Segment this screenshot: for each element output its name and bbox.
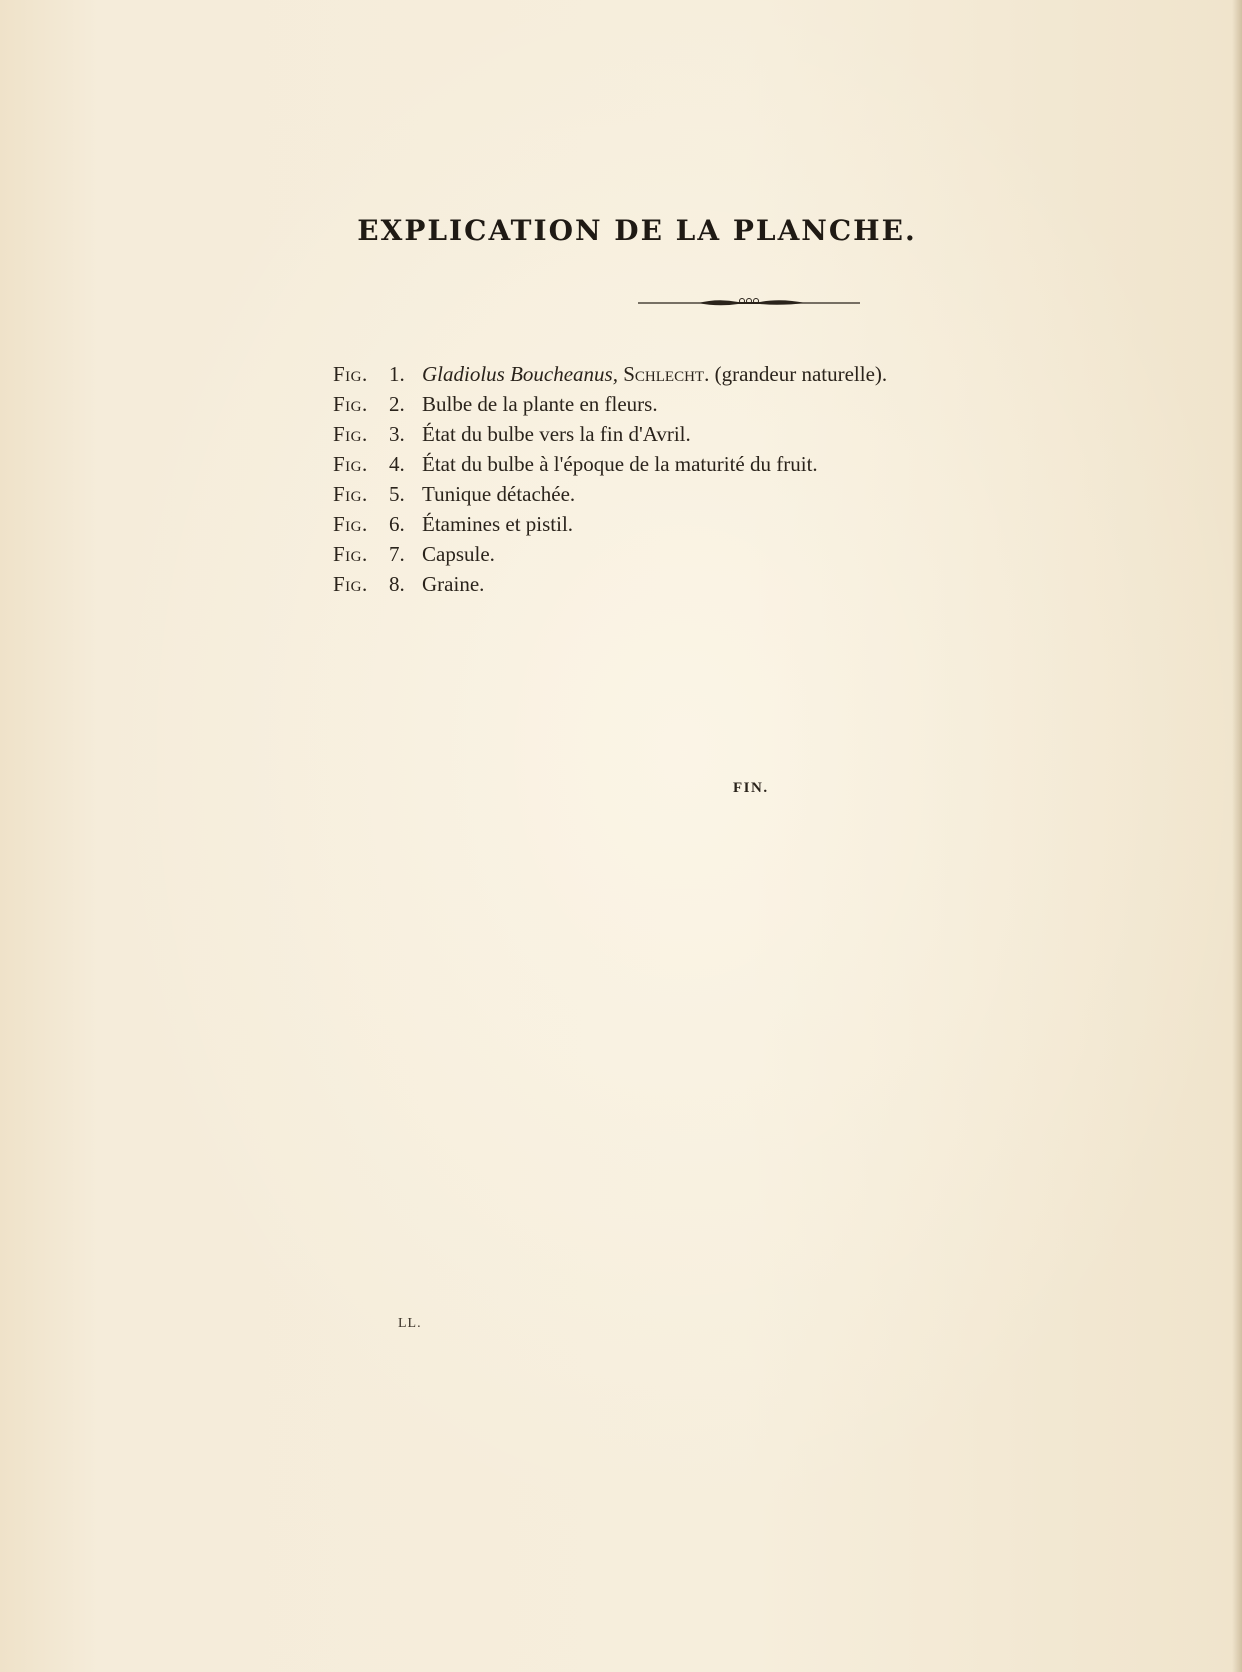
figure-number: 7. (389, 542, 405, 566)
figure-label: Fig. (333, 452, 368, 476)
figure-number: 6. (389, 512, 405, 536)
figure-label: Fig. (333, 542, 368, 566)
figure-row (333, 539, 887, 569)
figure-label: Fig. (333, 572, 368, 596)
signature-mark: LL. (398, 1316, 422, 1331)
ornament-divider (638, 296, 860, 310)
figure-label: Fig. (333, 362, 368, 386)
figure-row (333, 389, 887, 419)
figure-row (333, 359, 887, 389)
end-mark: FIN. (733, 780, 769, 796)
figure-description: Bulbe de la plante en fleurs. (422, 392, 658, 416)
figure-description: Graine. (422, 572, 485, 596)
species-name: Gladiolus Boucheanus, (422, 362, 618, 386)
figure-description (422, 359, 887, 389)
figure-description: État du bulbe vers la fin d'Avril. (422, 422, 691, 446)
figure-number: 4. (389, 452, 405, 476)
figure-number: 8. (389, 572, 405, 596)
figure-number: 5. (389, 482, 405, 506)
figure-description: Capsule. (422, 542, 495, 566)
figure-row (333, 419, 887, 449)
figure-label: Fig. (333, 512, 368, 536)
figure-row (333, 479, 887, 509)
figure-row (333, 509, 887, 539)
figure-number: 2. (389, 392, 405, 416)
figure-label: Fig. (333, 482, 368, 506)
page-title: EXPLICATION DE LA PLANCHE. (357, 214, 917, 247)
page-edge-shadow (1232, 0, 1242, 1672)
figure-list (333, 359, 887, 599)
figure-note: (grandeur naturelle). (714, 362, 888, 386)
figure-number: 1. (389, 362, 405, 386)
figure-description: Étamines et pistil. (422, 512, 574, 536)
figure-description: Tunique détachée. (422, 482, 576, 506)
figure-number: 3. (389, 422, 405, 446)
figure-description: État du bulbe à l'époque de la maturité du fruit. (422, 452, 818, 476)
figure-row (333, 449, 887, 479)
figure-label: Fig. (333, 422, 368, 446)
figure-row (333, 569, 887, 599)
figure-label: Fig. (333, 392, 368, 416)
species-author: Schlecht. (623, 362, 710, 386)
